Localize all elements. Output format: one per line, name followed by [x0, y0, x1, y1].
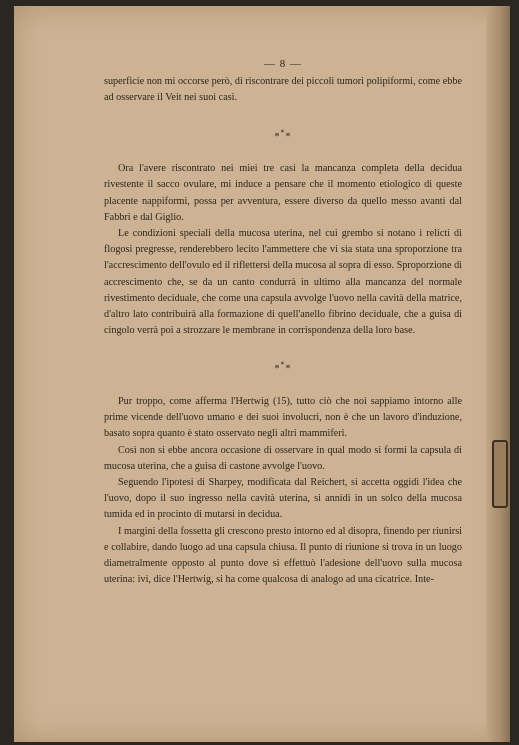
section-separator: ***	[274, 360, 292, 375]
page-number: — 8 —	[264, 58, 302, 70]
binding-clip	[492, 440, 508, 508]
paragraph: Così non si ebbe ancora occasione di osservare in qual modo si formi la capsula di mucosa uterina, che a guisa di castone avvolge l'uovo.	[104, 444, 462, 472]
page-text	[104, 56, 462, 588]
paragraph: Seguendo l'ipotesi di Sharpey, modificata dal Reichert, si accetta oggidì l'idea che l'uovo, dopo il suo ingresso nella cavità uterina, si annidi in un solco della mucosa tumida ed in procinto di mutarsi in decidua.	[104, 476, 462, 521]
paragraph: Pur troppo, come afferma l'Hertwig (15), tutto ciò che noi sappiamo intorno alle prime vicende dell'uovo umano e dei suoi involucri, non è che un lavoro d'induzione, basato sopra quanto è stato osservato negli altri mammiferi.	[104, 395, 462, 440]
paragraph: Le condizioni speciali della mucosa uterina, nel cui grembo si notano i relicti di flogosi pregresse, renderebbero lecito l'ammettere che vi sia stata una sproporzione tra l'accrescimento dell'ovulo ed il riflettersi della mucosa al sopra di esso. Sproporzione di accrescimento che, se da un canto condurrà in ultimo alla mancanza del normale rivestimento deciduale, che come una capsula avvolge l'uovo nella cavità della matrice, d'altro lato contribuirà alla formazione di quell'anello fibrino deciduale, che a guisa di cingolo verrà poi a strozzare le membrane in corrispondenza della loro base.	[104, 227, 462, 337]
page-binding	[486, 6, 510, 742]
paragraph: I margini della fossetta gli crescono presto intorno ed al disopra, finendo per riunirsi e collabire, dando luogo ad una capsula chiusa. Il punto di riunione si trova in un luogo diametralmente opposto al punto dove si effettuò l'adesione dell'uovo sulla mucosa uterina: ivi, dice l'Hertwig, si ha come qualcosa di analogo ad una cicatrice. Inte-	[104, 525, 462, 586]
section-separator: ***	[274, 127, 292, 142]
paragraph: Ora l'avere riscontrato nei miei tre casi la mancanza completa della decidua rivestente il sacco ovulare, mi induce a pensare che il momento etiologico di queste placente nappiformi, possa per avventura, essere diverso da quello messo avanti dal Fabbri e dal Giglio.	[104, 163, 462, 223]
paragraph: superficie non mi occorse però, di riscontrare dei piccoli tumori polipiformi, come ebbe ad osservare il Veit nei suoi casi.	[104, 76, 462, 104]
